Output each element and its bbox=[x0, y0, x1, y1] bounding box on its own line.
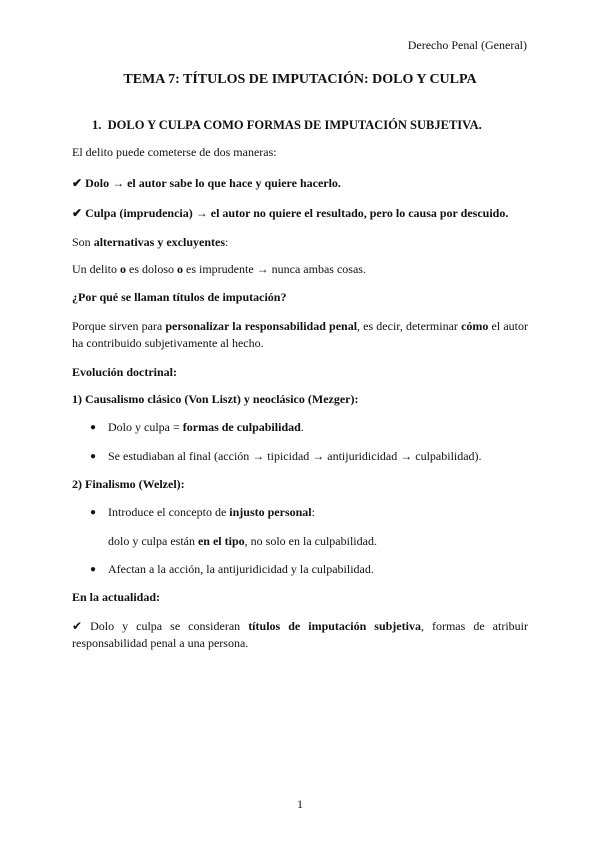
text-run: es imprudente → nunca ambas cosas. bbox=[183, 262, 366, 276]
why-answer bbox=[72, 318, 528, 352]
bold-run: cómo bbox=[461, 319, 489, 333]
actualidad-heading: En la actualidad: bbox=[72, 590, 161, 604]
culpa-desc: el autor no quiere el resultado, pero lo causa por descuido. bbox=[210, 206, 509, 220]
bullet-icon: ● bbox=[90, 564, 97, 575]
causalismo-item-2: Se estudiaban al final (acción → tipicidad → antijuridicidad → culpabilidad). bbox=[108, 449, 482, 463]
bold-run: injusto personal bbox=[229, 505, 312, 519]
check-icon: ✔ bbox=[72, 176, 83, 190]
finalismo-item-2: Afectan a la acción, la antijuridicidad y la culpabilidad. bbox=[108, 562, 374, 576]
excluyentes-paragraph bbox=[72, 262, 366, 277]
arrow-icon: → bbox=[112, 176, 125, 190]
check-icon: ✔ bbox=[72, 619, 83, 633]
text-run: Introduce el concepto de bbox=[108, 505, 230, 519]
bold-run: formas de culpabilidad bbox=[182, 420, 301, 434]
bold-run: títulos de imputación subjetiva bbox=[248, 619, 421, 633]
section-number: 1. bbox=[92, 118, 102, 132]
text-run: el autor ha contribuido subjetivamente al hecho. bbox=[72, 319, 528, 350]
bold-run: alternativas y excluyentes bbox=[93, 235, 225, 249]
bold-run: o bbox=[120, 262, 126, 276]
culpa-term: Culpa (imprudencia) bbox=[85, 206, 193, 220]
text-run: , no solo en la culpabilidad. bbox=[244, 534, 377, 548]
bold-run: en el tipo bbox=[197, 534, 245, 548]
text-run: Son bbox=[72, 235, 94, 249]
text-run: Dolo y culpa = bbox=[108, 420, 183, 434]
page-number: 1 bbox=[297, 797, 303, 811]
culpa-item bbox=[72, 206, 508, 221]
dolo-term: Dolo bbox=[85, 176, 110, 190]
bullet-icon: ● bbox=[90, 422, 97, 433]
intro-paragraph: El delito puede cometerse de dos maneras: bbox=[72, 145, 277, 159]
text-run: Dolo y culpa se consideran bbox=[82, 619, 249, 633]
bold-run: personalizar la responsabilidad penal bbox=[165, 319, 358, 333]
bold-run: o bbox=[177, 262, 183, 276]
finalismo-heading: 2) Finalismo (Welzel): bbox=[72, 477, 185, 491]
text-run: Un delito bbox=[72, 262, 120, 276]
check-icon: ✔ bbox=[72, 206, 83, 220]
bullet-icon: ● bbox=[90, 507, 97, 518]
document-title: TEMA 7: TÍTULOS DE IMPUTACIÓN: DOLO Y CULPA bbox=[123, 72, 477, 87]
text-run: , formas de atribuir responsabilidad penal a una persona. bbox=[72, 619, 529, 650]
text-run: dolo y culpa están bbox=[108, 534, 198, 548]
finalismo-item-1 bbox=[108, 505, 315, 520]
text-run: , es decir, determinar bbox=[357, 319, 462, 333]
arrow-icon: → bbox=[195, 206, 208, 220]
text-run: es doloso bbox=[126, 262, 177, 276]
dolo-desc: el autor sabe lo que hace y quiere hacerlo. bbox=[127, 176, 341, 190]
evolucion-heading: Evolución doctrinal: bbox=[72, 365, 178, 379]
causalismo-heading: 1) Causalismo clásico (Von Liszt) y neoclásico (Mezger): bbox=[72, 392, 359, 406]
causalismo-item-1 bbox=[108, 420, 304, 435]
text-run: : bbox=[225, 235, 229, 249]
dolo-item bbox=[72, 176, 341, 191]
alternativas-paragraph bbox=[72, 235, 228, 250]
actualidad-paragraph bbox=[72, 618, 528, 652]
bullet-icon: ● bbox=[90, 451, 97, 462]
why-question: ¿Por qué se llaman títulos de imputación? bbox=[72, 290, 287, 304]
text-run: Porque sirven para bbox=[72, 319, 166, 333]
finalismo-subline bbox=[108, 534, 377, 549]
running-header: Derecho Penal (General) bbox=[407, 38, 527, 52]
section-heading bbox=[92, 118, 482, 133]
section-title: DOLO Y CULPA COMO FORMAS DE IMPUTACIÓN SUBJETIVA. bbox=[107, 118, 482, 132]
text-run: : bbox=[311, 505, 315, 519]
text-run: . bbox=[300, 420, 304, 434]
